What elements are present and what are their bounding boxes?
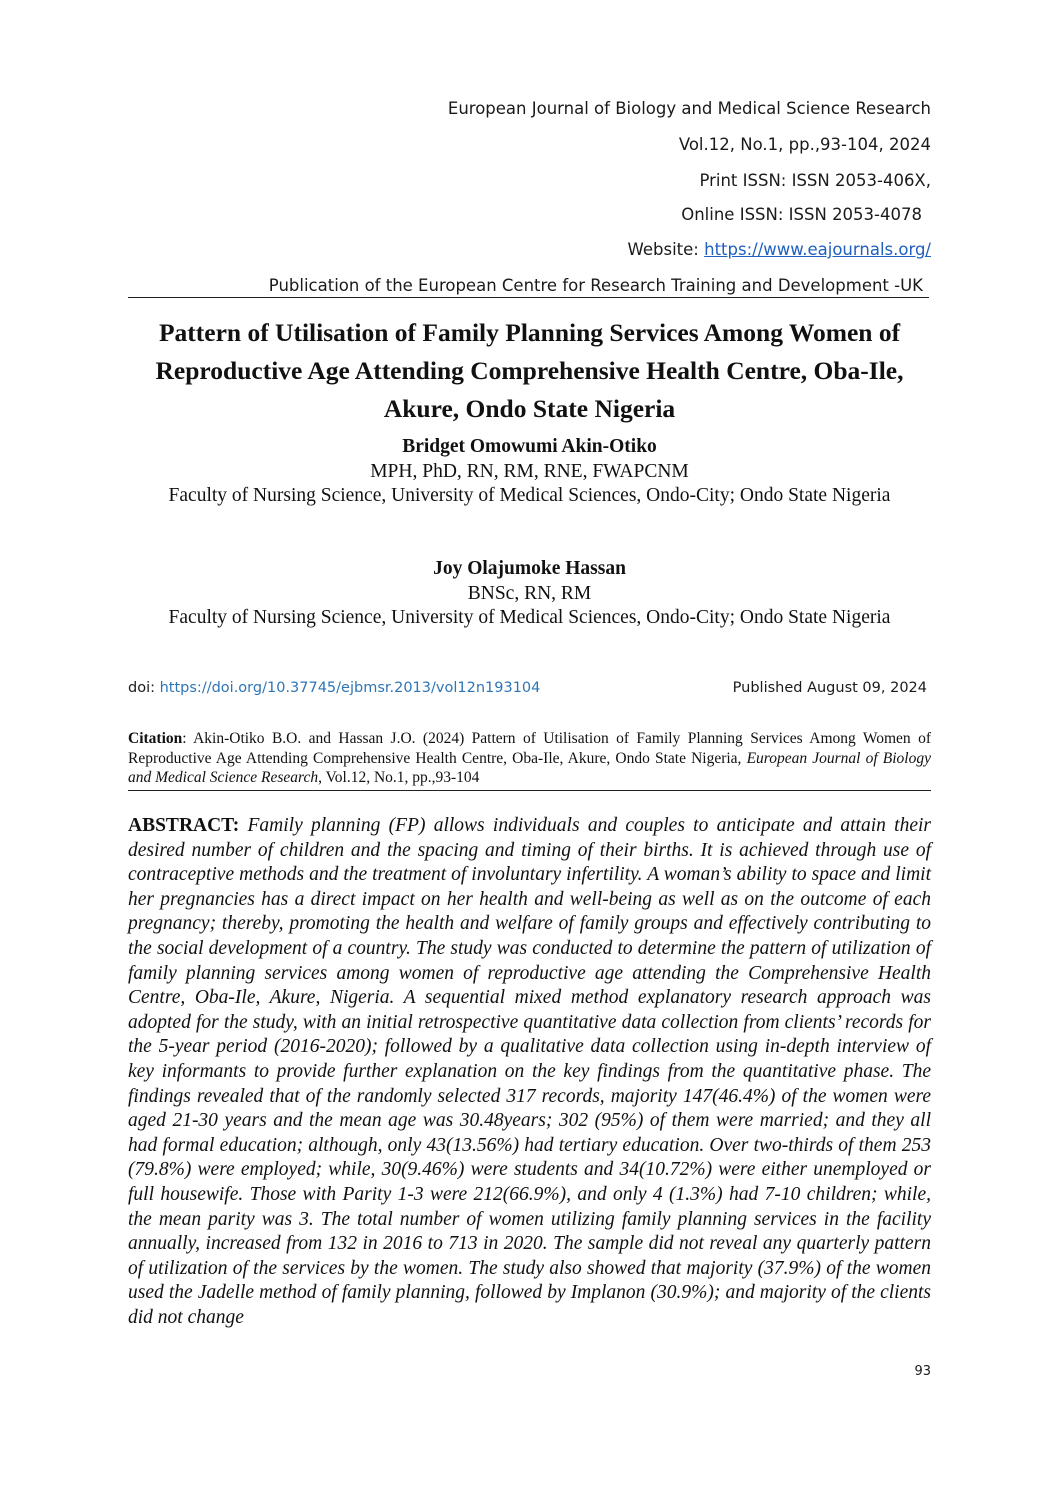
author-affiliation: Faculty of Nursing Science, University of Medical Sciences, Ondo-City; Ondo State Nigeria: [168, 607, 891, 628]
website-label: Website:: [627, 240, 699, 259]
author-credentials: MPH, PhD, RN, RM, RNE, FWAPCNM: [370, 460, 689, 482]
abstract-text: Family planning (FP) allows individuals and couples to anticipate and attain their desired number of children and the spacing and timing of their births. It is achieved through use of contraceptive methods and the treatment of involuntary infertility. A woman’s ability to space and limit her pregnancies has a direct impact on her health and well-being as well as on the outcome of each pregnancy; thereby, promoting the health and welfare of family groups and effectively contributing to the social development of a country. The study was conducted to determine the pattern of utilization of family planning services among women of reproductive age attending the Comprehensive Health Centre, Oba-Ile, Akure, Nigeria. A sequential mixed method explanatory research approach was adopted for the study, with an initial retrospective quantitative data collection from clients’ records for the 5-year period (2016-2020); followed by a qualitative data collection using in-depth interview of key informants to provide further explanation on the key findings from the quantitative phase. The findings revealed that of the randomly selected 317 records, majority 147(46.4%) of the women were aged 21-30 years and the mean age was 30.48years; 302 (95%) of them were married; and they all had formal education; although, only 43(13.56%) had tertiary education. Over two-thirds of them 253 (79.8%) were employed; while, 30(9.46%) were students and 34(10.72%) were either unemployed or full housewife. Those with Parity 1-3 were 212(66.9%), and only 4 (1.3%) had 7-10 children; while, the mean parity was 3. The total number of women utilizing family planning services in the facility annually, increased from 132 in 2016 to 713 in 2020. The sample did not reveal any quarterly pattern of utilization of the services by the women. The study also showed that majority (37.9%) of the women used the Jadelle method of family planning, followed by Implanon (30.9%); and majority of the clients did not change: [128, 815, 931, 1328]
author-credentials: BNSc, RN, RM: [467, 582, 592, 604]
author-affiliation: Faculty of Nursing Science, University of Medical Sciences, Ondo-City; Ondo State Nigeria: [168, 485, 891, 506]
print-issn: Print ISSN: ISSN 2053-406X,: [699, 171, 931, 190]
website-link[interactable]: https://www.eajournals.org/: [704, 240, 931, 259]
journal-name: European Journal of Biology and Medical Science Research: [447, 99, 931, 118]
citation-label: Citation: [128, 730, 183, 747]
online-issn: Online ISSN: ISSN 2053-4078: [681, 205, 922, 224]
author-name: Bridget Omowumi Akin-Otiko: [402, 436, 657, 457]
doi-label: doi:: [128, 680, 155, 696]
doi-line: [128, 680, 540, 696]
author-block-2: [128, 557, 931, 631]
website-line: [628, 240, 931, 259]
doi-link[interactable]: https://doi.org/10.37745/ejbmsr.2013/vol12n193104: [159, 680, 541, 696]
publisher-line: Publication of the European Centre for Research Training and Development -UK: [268, 276, 923, 295]
author-block-1: [128, 435, 931, 509]
citation-text: : Akin-Otiko B.O. and Hassan J.O. (2024) Pattern of Utilisation of Family Planning Services Among Women of Reproductive Age Attending Comprehensive Health Centre, Oba-Ile, Akure, Ondo State Nigeria,: [128, 730, 931, 767]
author-name: Joy Olajumoke Hassan: [433, 558, 626, 579]
page-number: 93: [914, 1364, 931, 1379]
citation-journal: European Journal of Biology and Medical Science Research: [128, 749, 931, 786]
header-rule: [128, 297, 929, 298]
abstract-label: ABSTRACT: [128, 815, 233, 836]
published-date: Published August 09, 2024: [732, 680, 927, 696]
volume-info: Vol.12, No.1, pp.,93-104, 2024: [678, 135, 931, 154]
citation-tail: , Vol.12, No.1, pp.,93-104: [318, 769, 480, 786]
paper-title: Pattern of Utilisation of Family Planning Services Among Women of Reproductive Age Attending Comprehensive Health Centre, Oba-Ile, Akure, Ondo State Nigeria: [155, 318, 904, 423]
citation-rule: [128, 790, 931, 791]
abstract: ABSTRACT: Family planning (FP) allows individuals and couples to anticipate and attain their desired number of children and the spacing and timing of their births. It is achieved through use of contraceptive methods and the treatment of involuntary infertility. A woman’s ability to space and limit her pregnancies has a direct impact on her health and well-being as well as on the outcome of each pregnancy; thereby, promoting the health and welfare of family groups and effectively contributing to the social development of a country. The study was conducted to determine the pattern of utilization of family planning services among women of reproductive age attending the Comprehensive Health Centre, Oba-Ile, Akure, Nigeria. A sequential mixed method explanatory research approach was adopted for the study, with an initial retrospective quantitative data collection from clients’ records for the 5-year period (2016-2020); followed by a qualitative data collection using in-depth interview of key informants to provide further explanation on the key findings from the quantitative phase. The findings revealed that of the randomly selected 317 records, majority 147(46.4%) of the women were aged 21-30 years and the mean age was 30.48years; 302 (95%) of them were married; and they all had formal education; although, only 43(13.56%) had tertiary education. Over two-thirds of them 253 (79.8%) were employed; while, 30(9.46%) were students and 34(10.72%) were either unemployed or full housewife. Those with Parity 1-3 were 212(66.9%), and only 4 (1.3%) had 7-10 children; while, the mean parity was 3. The total number of women utilizing family planning services in the facility annually, increased from 132 in 2016 to 713 in 2020. The sample did not reveal any quarterly pattern of utilization of the services by the women. The study also showed that majority (37.9%) of the women used the Jadelle method of family planning, followed by Implanon (30.9%); and majority of the clients did not change: [128, 815, 931, 1328]
citation: [128, 729, 931, 788]
